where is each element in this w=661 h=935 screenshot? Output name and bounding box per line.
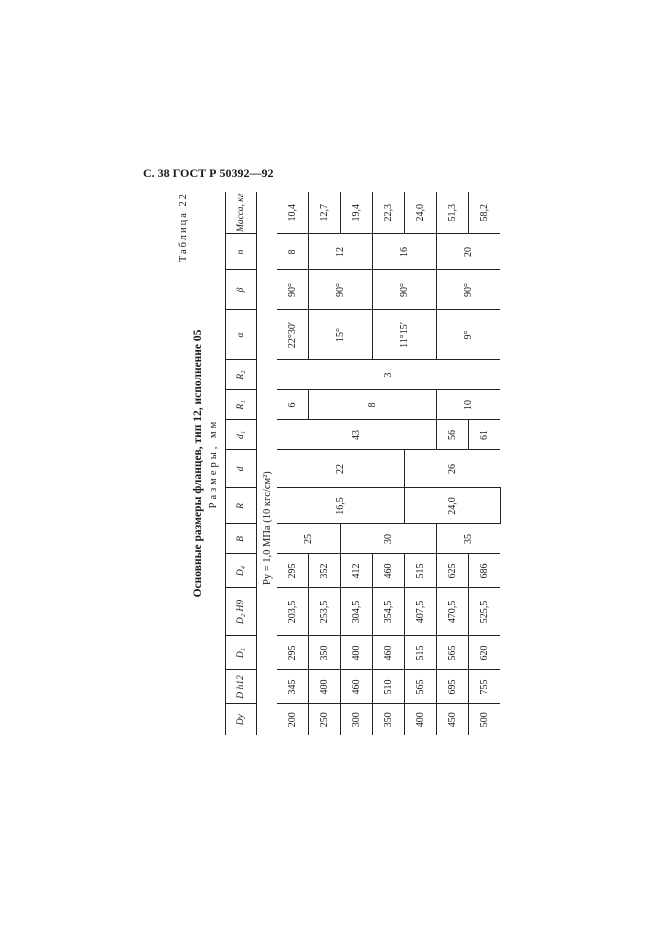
cell-d: 510 (373, 670, 405, 704)
col-header: R₁ (226, 390, 257, 420)
cell-beta: 90° (277, 270, 309, 310)
cell-b: 25 (277, 524, 341, 554)
col-header: R₂ (226, 360, 257, 390)
col-header: d₁ (226, 420, 257, 450)
table-title: Основные размеры фланцев, тип 12, исполнение 05 (192, 329, 204, 598)
cell-dy: 350 (373, 704, 405, 735)
cell-d1: 295 (277, 636, 309, 670)
cell-beta: 90° (309, 270, 373, 310)
col-header: D₁ (226, 636, 257, 670)
cell-d1: 515 (405, 636, 437, 670)
col-header: D₂ H9 (226, 588, 257, 636)
table-row (277, 192, 309, 735)
cell-dy: 300 (341, 704, 373, 735)
header-row (226, 192, 257, 735)
cell-dy: 500 (479, 712, 490, 728)
cell-d2: 525,5 (469, 588, 501, 636)
cell-beta: 90° (437, 270, 501, 310)
cell-dy: 250 (309, 704, 341, 735)
col-header: d (226, 450, 257, 488)
col-header: Масса, кг (226, 192, 257, 234)
cell-mass: 22,3 (373, 192, 405, 234)
cell-alpha: 15° (309, 310, 373, 360)
cell-d: 345 (277, 670, 309, 704)
cell-d1: 400 (341, 636, 373, 670)
cell-d4: 352 (309, 554, 341, 588)
cell-r2: 3 (277, 360, 500, 390)
cell-d1: 350 (309, 636, 341, 670)
cell-dy: 450 (437, 704, 469, 735)
cell-d: 460 (341, 670, 373, 704)
cell-dy: 400 (405, 704, 437, 735)
cell-d2: 407,5 (405, 588, 437, 636)
cell-r: 24,0 (405, 488, 501, 524)
cell-b: 30 (341, 524, 437, 554)
cell-d-hole: 22 (277, 450, 405, 488)
cell-mass: 58,2 (469, 192, 501, 234)
cell-dy: 200 (277, 704, 309, 735)
col-header: B (226, 524, 257, 554)
col-header: Dy (226, 704, 257, 735)
cell-mass: 19,4 (341, 192, 373, 234)
cell-d: 400 (309, 670, 341, 704)
cell-beta: 90° (373, 270, 437, 310)
cell-d4: 460 (373, 554, 405, 588)
cell-d2: 354,5 (373, 588, 405, 636)
cell-d4: 295 (277, 554, 309, 588)
cell-d4: 412 (341, 554, 373, 588)
cell-r: 16,5 (277, 488, 405, 524)
cell-alpha: 11°15′ (373, 310, 437, 360)
rotated-table-block (178, 192, 490, 735)
cell-alpha: 22°30′ (277, 310, 309, 360)
cell-d1: 620 (469, 636, 501, 670)
pressure-row (257, 192, 278, 735)
cell-d1-hole: 56 (437, 420, 469, 450)
col-header: α (226, 310, 257, 360)
cell-d2: 253,5 (309, 588, 341, 636)
cell-alpha: 9° (437, 310, 501, 360)
col-header: R (226, 488, 257, 524)
cell-d2: 470,5 (437, 588, 469, 636)
cell-d: 695 (437, 670, 469, 704)
cell-n: 16 (373, 234, 437, 270)
cell-d-hole: 26 (405, 450, 501, 488)
cell-n: 12 (309, 234, 373, 270)
cell-d1-hole: 43 (277, 420, 437, 450)
cell-n: 20 (437, 234, 501, 270)
cell-mass: 51,3 (437, 192, 469, 234)
page-header: С. 38 ГОСТ Р 50392—92 (143, 166, 274, 180)
flange-dimensions-table (225, 192, 501, 735)
col-header: D h12 (226, 670, 257, 704)
col-header: n (226, 234, 257, 270)
col-header: D₄ (226, 554, 257, 588)
cell-r1: 10 (437, 390, 501, 420)
cell-d1: 565 (437, 636, 469, 670)
cell-d: 755 (469, 670, 501, 704)
cell-b: 35 (437, 524, 501, 554)
cell-n: 8 (277, 234, 309, 270)
cell-r1: 6 (277, 390, 309, 420)
cell-r1: 8 (309, 390, 437, 420)
cell-mass: 24,0 (405, 192, 437, 234)
cell-d2: 203,5 (277, 588, 309, 636)
col-header: β (226, 270, 257, 310)
cell-mass: 12,7 (309, 192, 341, 234)
cell-d4: 686 (469, 554, 501, 588)
cell-d4: 625 (437, 554, 469, 588)
cell-d: 565 (405, 670, 437, 704)
pressure-label: Pу = 1,0 МПа (10 кгс/см²) (261, 471, 273, 585)
table-number: Таблица 22 (178, 192, 189, 263)
cell-d1: 460 (373, 636, 405, 670)
cell-d1-hole: 61 (469, 420, 501, 450)
cell-d2: 304,5 (341, 588, 373, 636)
table-subtitle: Размеры, мм (208, 418, 219, 509)
cell-mass: 10,4 (277, 192, 309, 234)
cell-d4: 515 (405, 554, 437, 588)
